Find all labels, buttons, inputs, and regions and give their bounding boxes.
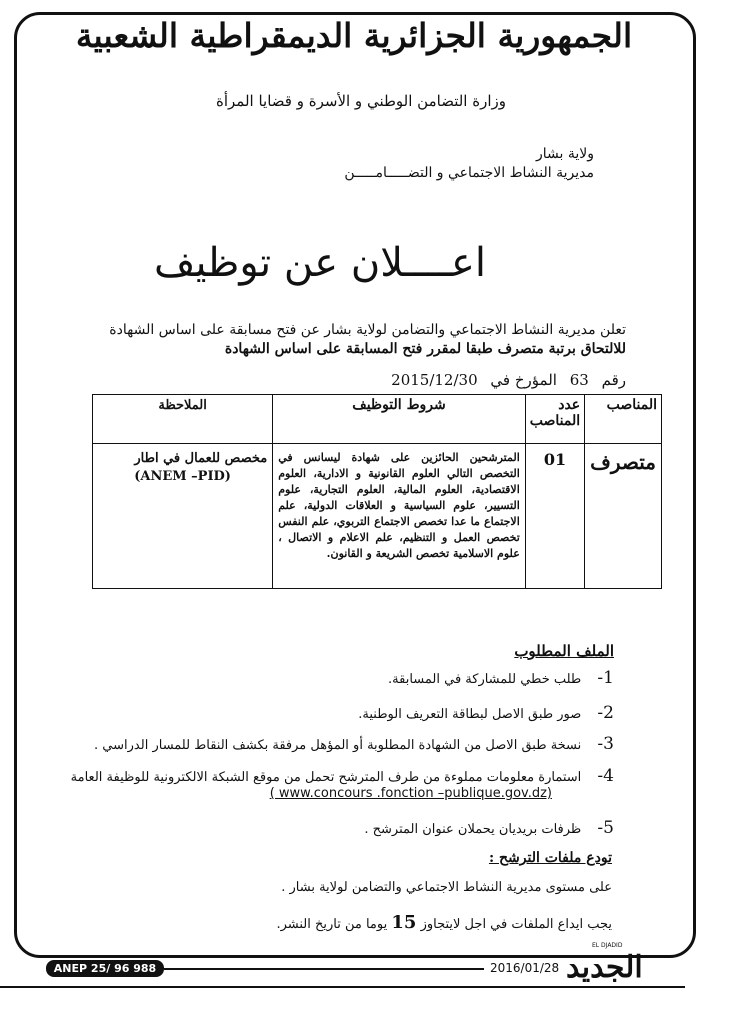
anep-badge: ANEP 25/ 96 988 bbox=[46, 960, 164, 977]
table-header-row bbox=[93, 395, 662, 444]
ref-date: 2015/12/30 bbox=[391, 371, 478, 389]
dossier-item-1 bbox=[388, 668, 614, 688]
cell-count: 01 bbox=[525, 444, 584, 589]
header-notes: الملاحظة bbox=[93, 395, 273, 444]
ref-label: رقم bbox=[601, 371, 626, 389]
dossier-item-4 bbox=[71, 766, 614, 786]
republic-title: الجمهورية الجزائرية الديمقراطية الشعبية bbox=[75, 16, 633, 55]
intro-line-2: للالتحاق برتبة متصرف طبقا لمقرر فتح المسابقة على اساس الشهادة bbox=[224, 341, 626, 357]
ref-dated: المؤرخ في bbox=[490, 371, 557, 389]
item-number: 5- bbox=[597, 818, 614, 838]
item-text: نسخة طبق الاصل من الشهادة المطلوبة أو المؤهل مرفقة بكشف النقاط للمسار الدراسي . bbox=[94, 738, 582, 753]
notes-line-1: مخصص للعمال في اطار bbox=[134, 451, 268, 466]
cell-conditions: المترشحين الحائزين على شهادة ليسانس في التخصص التالي العلوم القانونية و الادارية، العلوم الاقتصادية، العلوم المالية، العلوم التجارية، علوم التسيير، علوم السياسية و العلاقات الدولية، علم الاجتماع ما عدا تخصص الاجتماع التربوي، علم النفس تخصص العمل و التنظيم، علم الاعلام و الاتصال ، علوم الاسلامية تخصص الشريعة و القانون. bbox=[273, 444, 526, 589]
item-number: 4- bbox=[597, 766, 614, 786]
dossier-item-3 bbox=[94, 734, 614, 754]
intro-line-1: تعلن مديرية النشاط الاجتماعي والتضامن لولاية بشار عن فتح مسابقة على اساس الشهادة bbox=[109, 322, 626, 338]
announcement-title: اعــــلان عن توظيف bbox=[154, 240, 486, 286]
newspaper-logo-latin: EL DJADID bbox=[592, 942, 623, 949]
table-row bbox=[93, 444, 662, 589]
item-number: 2- bbox=[597, 703, 614, 723]
cell-post: متصرف bbox=[585, 444, 662, 589]
deposit-title: تودع ملفات الترشح : bbox=[488, 850, 612, 866]
deposit-days: 15 bbox=[391, 912, 417, 933]
item-text: استمارة معلومات مملوءة من طرف المترشح تحمل من موقع الشبكة الالكترونية للوظيفة العامة bbox=[70, 770, 582, 785]
item-text: ظرفات بريديان يحملان عنوان المترشح . bbox=[364, 822, 582, 837]
newspaper-logo: الجديد bbox=[566, 950, 643, 985]
item-text: صور طبق الاصل لبطاقة التعريف الوطنية. bbox=[358, 707, 582, 722]
deposit-after: يوما من تاريخ النشر. bbox=[276, 917, 388, 932]
item-number: 1- bbox=[597, 668, 614, 688]
header-post: المناصب bbox=[585, 395, 662, 444]
notes-line-2: (ANEM –PID) bbox=[134, 469, 231, 484]
cell-notes bbox=[93, 444, 273, 589]
deposit-line-1: على مستوى مديرية النشاط الاجتماعي والتضامن لولاية بشار . bbox=[281, 880, 612, 895]
header-count: عدد المناصب bbox=[525, 395, 584, 444]
deposit-line-2 bbox=[276, 912, 612, 933]
header-conditions: شروط التوظيف bbox=[273, 395, 526, 444]
direction-line: مديرية النشاط الاجتماعي و التضـــــامـــــن bbox=[344, 165, 594, 181]
publication-date: 2016/01/28 bbox=[490, 961, 560, 975]
deposit-before: يجب ايداع الملفات في اجل لايتجاوز bbox=[420, 917, 612, 932]
dossier-item-2 bbox=[358, 703, 614, 723]
reference-line bbox=[383, 371, 626, 389]
wilaya-line: ولاية بشار bbox=[535, 146, 594, 162]
item-number: 3- bbox=[597, 734, 614, 754]
footer-divider bbox=[0, 986, 685, 988]
dossier-item-5 bbox=[364, 818, 614, 838]
website-link[interactable]: ( www.concours .fonction –publique.gov.dz) bbox=[269, 786, 552, 801]
footer-rule bbox=[164, 968, 484, 970]
ref-number: 63 bbox=[569, 371, 589, 389]
jobs-table bbox=[92, 394, 662, 589]
item-text: طلب خطي للمشاركة في المسابقة. bbox=[388, 672, 582, 687]
dossier-title: الملف المطلوب bbox=[514, 642, 614, 660]
ministry-line: وزارة التضامن الوطني و الأسرة و قضايا المرأة bbox=[215, 92, 506, 110]
